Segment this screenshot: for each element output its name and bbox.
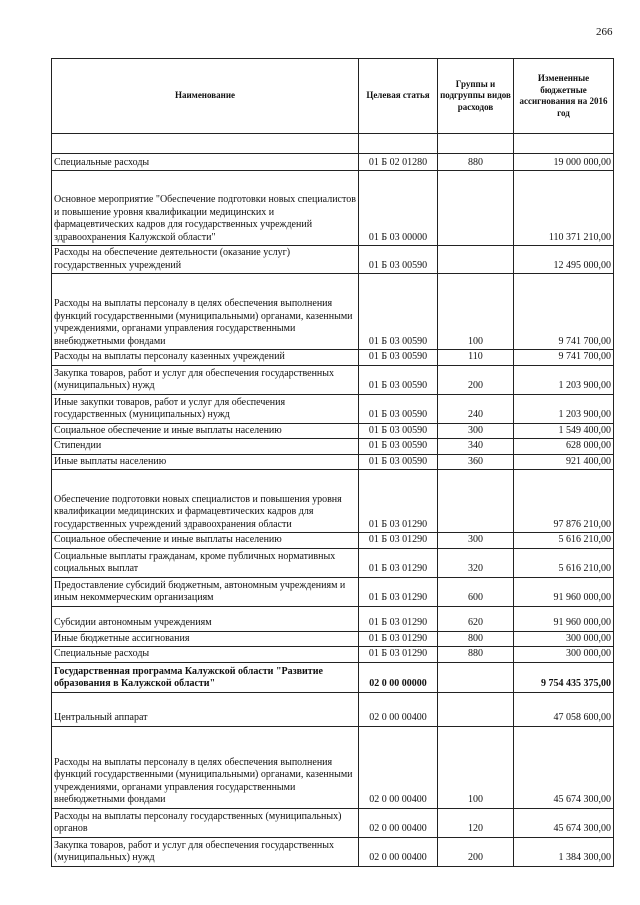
table-row <box>52 394 614 423</box>
row-code: 01 Б 03 00000 <box>359 171 438 246</box>
row-code: 01 Б 03 00590 <box>359 439 438 455</box>
row-code: 02 0 00 00400 <box>359 726 438 808</box>
header-amount: Измененные бюджетные ассигнования на 2016 год <box>514 59 614 134</box>
table-row <box>52 365 614 394</box>
row-amount: 91 960 000,00 <box>514 577 614 606</box>
row-name: Обеспечение подготовки новых специалистов и повышения уровня квалификации медицинских и фармацевтических кадров для государственных учреждений здравоохранения области <box>52 470 359 533</box>
row-name: Предоставление субсидий бюджетным, автономным учреждениям и иным некоммерческим организациям <box>52 577 359 606</box>
row-amount: 12 495 000,00 <box>514 246 614 274</box>
table-row <box>52 533 614 549</box>
row-code: 01 Б 03 00590 <box>359 274 438 350</box>
row-amount: 9 741 700,00 <box>514 274 614 350</box>
row-amount: 9 741 700,00 <box>514 350 614 366</box>
row-group: 340 <box>438 439 514 455</box>
row-name: Расходы на выплаты персоналу государственных (муниципальных) органов <box>52 808 359 837</box>
row-amount: 9 754 435 375,00 <box>514 662 614 692</box>
header-name: Наименование <box>52 59 359 134</box>
row-amount: 300 000,00 <box>514 647 614 663</box>
row-name: Закупка товаров, работ и услуг для обеспечения государственных (муниципальных) нужд <box>52 837 359 866</box>
table-row <box>52 171 614 246</box>
row-group: 360 <box>438 454 514 470</box>
row-amount: 5 616 210,00 <box>514 533 614 549</box>
row-code: 02 0 00 00400 <box>359 692 438 726</box>
row-amount: 628 000,00 <box>514 439 614 455</box>
row-code: 01 Б 03 00590 <box>359 365 438 394</box>
table-row <box>52 548 614 577</box>
row-name: Расходы на обеспечение деятельности (оказание услуг) государственных учреждений <box>52 246 359 274</box>
row-code: 01 Б 03 01290 <box>359 647 438 663</box>
page-number: 266 <box>596 26 613 38</box>
row-code: 01 Б 03 00590 <box>359 350 438 366</box>
row-amount: 1 203 900,00 <box>514 394 614 423</box>
row-group: 100 <box>438 726 514 808</box>
spacer-row <box>52 134 614 154</box>
row-code: 01 Б 03 01290 <box>359 577 438 606</box>
row-group: 300 <box>438 533 514 549</box>
row-name: Основное мероприятие "Обеспечение подготовки новых специалистов и повышение уровня квалификации медицинских и фармацевтических кадров для государственных учреждений здравоохранения Калужской области" <box>52 171 359 246</box>
row-name: Расходы на выплаты персоналу казенных учреждений <box>52 350 359 366</box>
row-name: Социальное обеспечение и иные выплаты населению <box>52 533 359 549</box>
row-group: 200 <box>438 365 514 394</box>
row-group: 100 <box>438 274 514 350</box>
table-row <box>52 631 614 647</box>
table-row <box>52 454 614 470</box>
table-header-row <box>52 59 614 134</box>
row-name: Расходы на выплаты персоналу в целях обеспечения выполнения функций государственными (муниципальными) органами, казенными учреждениями, органами управления государственными внебюджетными фондами <box>52 726 359 808</box>
row-group: 620 <box>438 606 514 631</box>
row-group <box>438 246 514 274</box>
row-group: 880 <box>438 154 514 171</box>
row-name: Центральный аппарат <box>52 692 359 726</box>
row-amount: 921 400,00 <box>514 454 614 470</box>
row-code: 01 Б 02 01280 <box>359 154 438 171</box>
row-group <box>438 662 514 692</box>
row-amount: 97 876 210,00 <box>514 470 614 533</box>
budget-table <box>51 58 614 867</box>
row-group <box>438 692 514 726</box>
table-row <box>52 423 614 439</box>
row-name: Иные выплаты населению <box>52 454 359 470</box>
row-name: Социальные выплаты гражданам, кроме публичных нормативных социальных выплат <box>52 548 359 577</box>
row-group: 110 <box>438 350 514 366</box>
row-group: 320 <box>438 548 514 577</box>
row-name: Иные бюджетные ассигнования <box>52 631 359 647</box>
row-amount: 1 549 400,00 <box>514 423 614 439</box>
row-amount: 5 616 210,00 <box>514 548 614 577</box>
row-code: 01 Б 03 01290 <box>359 470 438 533</box>
row-code: 01 Б 03 00590 <box>359 423 438 439</box>
table-row <box>52 726 614 808</box>
row-name: Закупка товаров, работ и услуг для обеспечения государственных (муниципальных) нужд <box>52 365 359 394</box>
row-amount: 1 384 300,00 <box>514 837 614 866</box>
row-code: 01 Б 03 01290 <box>359 533 438 549</box>
row-group: 600 <box>438 577 514 606</box>
row-amount: 19 000 000,00 <box>514 154 614 171</box>
row-code: 01 Б 03 00590 <box>359 246 438 274</box>
row-group <box>438 171 514 246</box>
table-row <box>52 692 614 726</box>
row-group: 120 <box>438 808 514 837</box>
row-name: Социальное обеспечение и иные выплаты населению <box>52 423 359 439</box>
table-row <box>52 662 614 692</box>
row-name: Специальные расходы <box>52 154 359 171</box>
header-target: Целевая статья <box>359 59 438 134</box>
row-amount: 47 058 600,00 <box>514 692 614 726</box>
row-amount: 45 674 300,00 <box>514 726 614 808</box>
row-group: 880 <box>438 647 514 663</box>
row-name: Иные закупки товаров, работ и услуг для обеспечения государственных (муниципальных) нужд <box>52 394 359 423</box>
row-name: Расходы на выплаты персоналу в целях обеспечения выполнения функций государственными (муниципальными) органами, казенными учреждениями, органами управления государственными внебюджетными фондами <box>52 274 359 350</box>
row-code: 01 Б 03 01290 <box>359 606 438 631</box>
row-name: Государственная программа Калужской области "Развитие образования в Калужской области" <box>52 662 359 692</box>
row-group: 200 <box>438 837 514 866</box>
row-name: Специальные расходы <box>52 647 359 663</box>
row-amount: 110 371 210,00 <box>514 171 614 246</box>
table-row <box>52 606 614 631</box>
table-row <box>52 350 614 366</box>
row-amount: 300 000,00 <box>514 631 614 647</box>
row-code: 02 0 00 00400 <box>359 837 438 866</box>
row-code: 01 Б 03 00590 <box>359 394 438 423</box>
row-group <box>438 470 514 533</box>
table-row <box>52 647 614 663</box>
table-row <box>52 837 614 866</box>
row-name: Стипендии <box>52 439 359 455</box>
row-group: 800 <box>438 631 514 647</box>
row-group: 300 <box>438 423 514 439</box>
row-code: 01 Б 03 01290 <box>359 548 438 577</box>
row-code: 02 0 00 00000 <box>359 662 438 692</box>
row-code: 01 Б 03 01290 <box>359 631 438 647</box>
table-row <box>52 470 614 533</box>
row-group: 240 <box>438 394 514 423</box>
table-row <box>52 246 614 274</box>
row-amount: 1 203 900,00 <box>514 365 614 394</box>
header-group: Группы и подгруппы видов расходов <box>438 59 514 134</box>
table-row <box>52 439 614 455</box>
row-code: 02 0 00 00400 <box>359 808 438 837</box>
table-row <box>52 808 614 837</box>
table-row <box>52 274 614 350</box>
table-row <box>52 154 614 171</box>
row-amount: 91 960 000,00 <box>514 606 614 631</box>
row-code: 01 Б 03 00590 <box>359 454 438 470</box>
table-row <box>52 577 614 606</box>
row-amount: 45 674 300,00 <box>514 808 614 837</box>
row-name: Субсидии автономным учреждениям <box>52 606 359 631</box>
